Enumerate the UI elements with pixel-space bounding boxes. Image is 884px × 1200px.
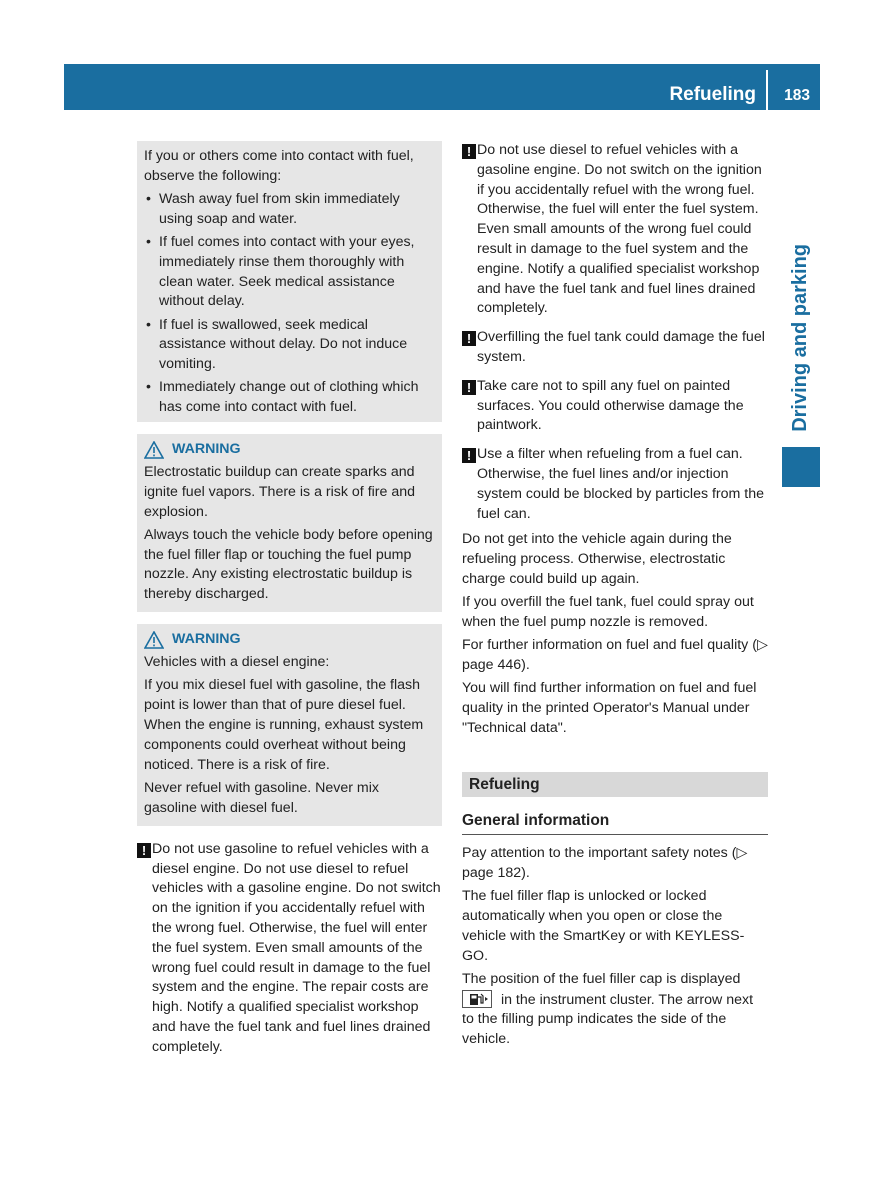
fuel-contact-intro: If you or others come into contact with fuel, observe the following: [144,148,414,184]
side-tab-marker [782,447,820,487]
note-text: Do not use diesel to refuel vehicles with a gasoline engine. Do not switch on the ignition if you accidentally refuel with the wrong fuel. Otherwise, the fuel will enter the fuel system. Even small amounts of the wrong fuel could result in damage to the fuel system and the engine. Notify a qualified specialist workshop and have the fuel tank and fuel lines drained completely. [477,142,762,317]
warning-heading [144,630,435,650]
body-paragraph: For further information on fuel and fuel quality (▷ page 446). [462,637,768,673]
warning-box-electrostatic [137,434,442,612]
body-text: in the instrument cluster. The arrow next to the filling pump indicates the side of the vehicle. [462,991,754,1048]
note-text: Do not use gasoline to refuel vehicles with a diesel engine. Do not use diesel to refuel vehicles with a gasoline engine. Do not switch on the ignition if you accidentally refuel with the wrong fuel. Otherwise, the fuel will enter the fuel system. Even small amounts of the wrong fuel could result in damage to the fuel system and the engine. The repair costs are high. Notify a qualified specialist workshop and have the fuel tank and fuel lines drained completely. [152,840,441,1055]
warning-heading [144,440,435,460]
note-gasoline-diesel [137,840,442,1058]
body-paragraph: You will find further information on fuel and fuel quality in the printed Operator's Manual under "Technical data". [462,680,757,736]
warning-text: Always touch the vehicle body before opening the fuel filler flap or touching the fuel pump nozzle. Any existing electrostatic buildup is thereby discharged. [144,526,433,603]
list-item: • Wash away fuel from skin immediately using soap and water. [144,190,435,230]
note-overfilling [462,328,768,368]
header-title: Refueling [669,84,756,105]
body-paragraph: If you overfill the fuel tank, fuel could spray out when the fuel pump nozzle is removed. [462,594,754,630]
warning-triangle-icon [144,441,164,459]
fuel-contact-list [144,190,435,418]
note-diesel-gasoline [462,141,768,319]
warning-box-diesel [137,624,442,826]
warning-label: WARNING [172,441,241,458]
body-text: The position of the fuel filler cap is displayed [462,970,741,987]
body-paragraph: Do not get into the vehicle again during the refueling process. Otherwise, electrostatic charge could build up again. [462,531,732,587]
body-paragraph: The fuel filler flap is unlocked or locked automatically when you open or close the vehicle with the SmartKey or with KEYLESS-GO. [462,888,745,964]
fuel-contact-box [137,141,442,422]
note-text: Take care not to spill any fuel on painted surfaces. You could otherwise damage the paintwork. [477,377,744,434]
note-spill [462,377,768,436]
note-text: Overfilling the fuel tank could damage the fuel system. [477,329,765,365]
side-tab [782,230,820,445]
side-tab-label: Driving and parking [789,243,812,432]
right-column [462,141,768,1053]
left-column [137,141,442,1067]
header-bar [64,64,820,110]
fuel-cap-paragraph [462,970,768,1050]
page-number: 183 [784,87,810,104]
exclamation-icon: ! [462,380,476,395]
list-item: • If fuel is swallowed, seek medical assistance without delay. Do not induce vomiting. [144,316,435,375]
warning-triangle-icon [144,631,164,649]
exclamation-icon: ! [137,843,151,858]
warning-text: Vehicles with a diesel engine: [144,654,330,671]
list-item: • Immediately change out of clothing which has come into contact with fuel. [144,378,435,418]
warning-text: Never refuel with gasoline. Never mix gasoline with diesel fuel. [144,779,379,816]
exclamation-icon: ! [462,144,476,159]
fuel-pump-icon [462,990,492,1008]
header-divider [766,70,768,110]
exclamation-icon: ! [462,448,476,463]
subsection-heading: General information [462,811,768,835]
warning-text: If you mix diesel fuel with gasoline, the flash point is lower than that of pure diesel fuel. When the engine is running, exhaust system components could overheat without being noticed. There is a risk of fire. [144,677,424,773]
body-paragraph: Pay attention to the important safety notes (▷ page 182). [462,845,748,882]
warning-label: WARNING [172,631,241,648]
warning-text: Electrostatic buildup can create sparks and ignite fuel vapors. There is a risk of fire and explosion. [144,463,416,520]
list-item: • If fuel comes into contact with your eyes, immediately rinse them thoroughly with clean water. Seek medical assistance without delay. [144,233,435,312]
section-heading: Refueling [462,772,768,797]
note-text: Use a filter when refueling from a fuel can. Otherwise, the fuel lines and/or injection system could be blocked by particles from the fuel can. [477,446,765,522]
exclamation-icon: ! [462,331,476,346]
note-filter [462,445,768,524]
